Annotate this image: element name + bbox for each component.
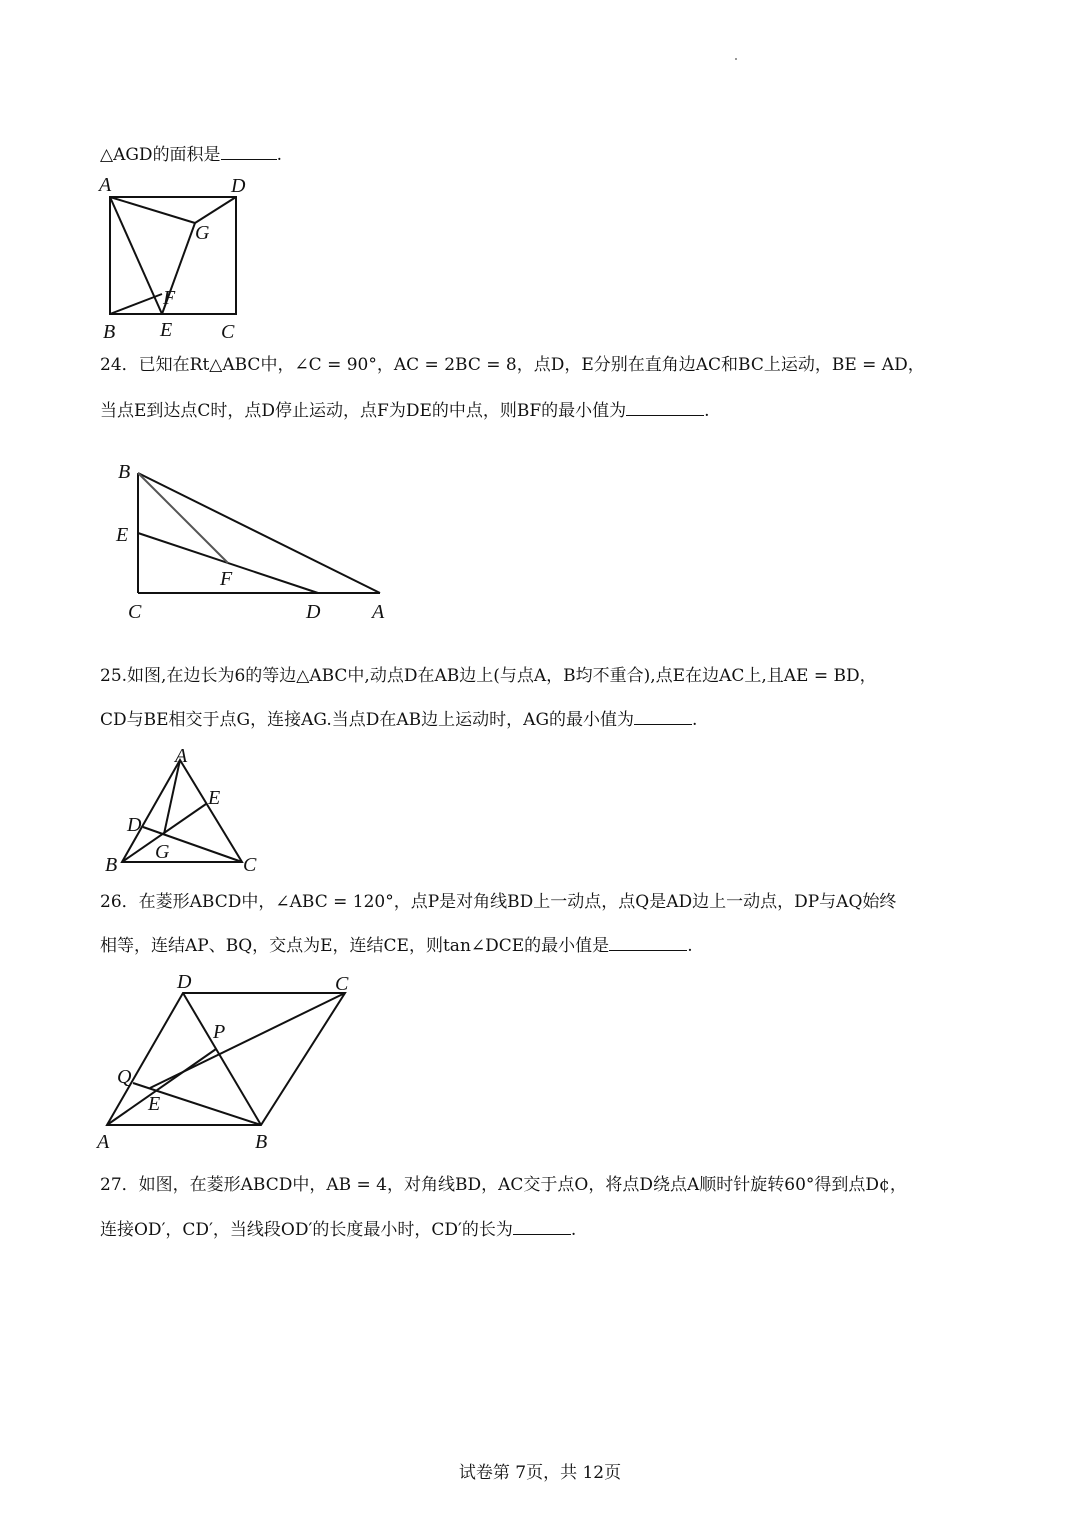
q25-label-A: A [175, 745, 188, 767]
q26-answer-blank[interactable] [609, 932, 687, 951]
q24-label-E: E [116, 524, 129, 546]
q24-line1 [100, 353, 925, 377]
q26-line2 [100, 932, 693, 958]
q23-line-AG [110, 197, 195, 223]
q25-label-C: C [243, 854, 257, 876]
q24-end: . [704, 401, 710, 421]
q26-label-B: B [255, 1131, 268, 1153]
q23-label-C: C [221, 321, 235, 342]
q24-label-D: D [306, 601, 321, 623]
q25-figure [100, 742, 270, 877]
q26-figure [95, 968, 365, 1153]
q23-label-E: E [160, 319, 173, 341]
q26-rhombus-ABCD [107, 993, 345, 1125]
q25-line1 [100, 664, 877, 688]
q23-end: . [276, 145, 282, 165]
q23-line-DG [195, 197, 236, 223]
q27-end: . [570, 1220, 577, 1240]
q23-label-F: F [163, 287, 176, 309]
q26-number: 26． [100, 892, 139, 912]
q23-label-D: D [231, 175, 246, 197]
q25-text-2: CD与BE相交于点G，连接AG.当点D在AB边上运动时，AG的最小值为 [100, 710, 635, 730]
q25-triangle-ABC [122, 760, 242, 862]
q23-answer-blank[interactable] [221, 141, 277, 160]
q25-label-E: E [208, 787, 221, 809]
scan-mark [735, 58, 737, 60]
page-footer: 试卷第 7页，共 12页 [458, 1463, 622, 1483]
q26-label-C: C [335, 973, 349, 995]
q24-text-2: 当点E到达点C时，点D停止运动，点F为DE的中点，则BF的最小值为 [100, 401, 627, 421]
q27-text-1: 如图，在菱形ABCD中，AB = 4，对角线BD，AC交于点O，将点D绕点A顺时针旋转60°得到点D¢， [138, 1175, 907, 1195]
q26-end: . [687, 936, 693, 956]
q25-end: . [692, 710, 698, 730]
q25-number: 25. [100, 666, 128, 686]
q25-text-1: 如图,在边长为6的等边△ABC中,动点D在AB边上(与点A，B均不重合),点E在边AC上,且AE = BD， [127, 666, 877, 686]
q26-label-D: D [177, 971, 192, 993]
q26-text-1: 在菱形ABCD中，∠ABC = 120°，点P是对角线BD上一动点，点Q是AD边上一动点，DP与AQ始终 [138, 892, 897, 912]
q26-label-Q: Q [117, 1066, 132, 1088]
q26-label-A: A [97, 1131, 110, 1153]
q24-text-1: 已知在Rt△ABC中，∠C = 90°，AC = 2BC = 8，点D，E分别在直角边AC和BC上运动，BE = AD， [138, 355, 925, 375]
q24-label-A: A [372, 601, 385, 623]
q23-figure [95, 172, 265, 342]
q23-suffix: 的面积是 [152, 145, 221, 165]
q24-label-B: B [118, 461, 131, 483]
q27-line1 [100, 1173, 907, 1197]
q24-label-C: C [128, 601, 142, 623]
q23-triangle: △AGD [100, 145, 153, 165]
q27-number: 27． [100, 1175, 139, 1195]
q26-line1 [100, 890, 896, 914]
q26-diagonal-BD [183, 993, 261, 1125]
q24-figure [110, 455, 410, 625]
q27-answer-blank[interactable] [513, 1216, 571, 1235]
q24-answer-blank[interactable] [626, 397, 704, 416]
q27-text-2: 连接OD′，CD′，当线段OD′的长度最小时，CD′的长为 [100, 1220, 513, 1240]
q26-label-P: P [213, 1021, 226, 1043]
q24-side-BA [138, 473, 380, 593]
q24-line-BF [138, 473, 228, 563]
q26-label-E: E [148, 1093, 161, 1115]
q25-line2 [100, 706, 697, 732]
q24-label-F: F [220, 568, 233, 590]
q23-line-BF [110, 294, 162, 314]
q25-label-D: D [127, 814, 142, 836]
q23-label-A: A [99, 174, 112, 196]
q23-label-G: G [195, 222, 210, 244]
q24-line2 [100, 397, 710, 423]
q23-label-B: B [103, 321, 116, 342]
q26-text-2: 相等，连结AP、BQ，交点为E，连结CE，则tan∠DCE的最小值是 [100, 936, 610, 956]
q25-answer-blank[interactable] [634, 706, 692, 725]
q27-line2 [100, 1216, 576, 1242]
q24-number: 24． [100, 355, 139, 375]
q25-label-G: G [155, 841, 170, 863]
q25-label-B: B [105, 854, 118, 876]
q23-text [100, 141, 282, 167]
